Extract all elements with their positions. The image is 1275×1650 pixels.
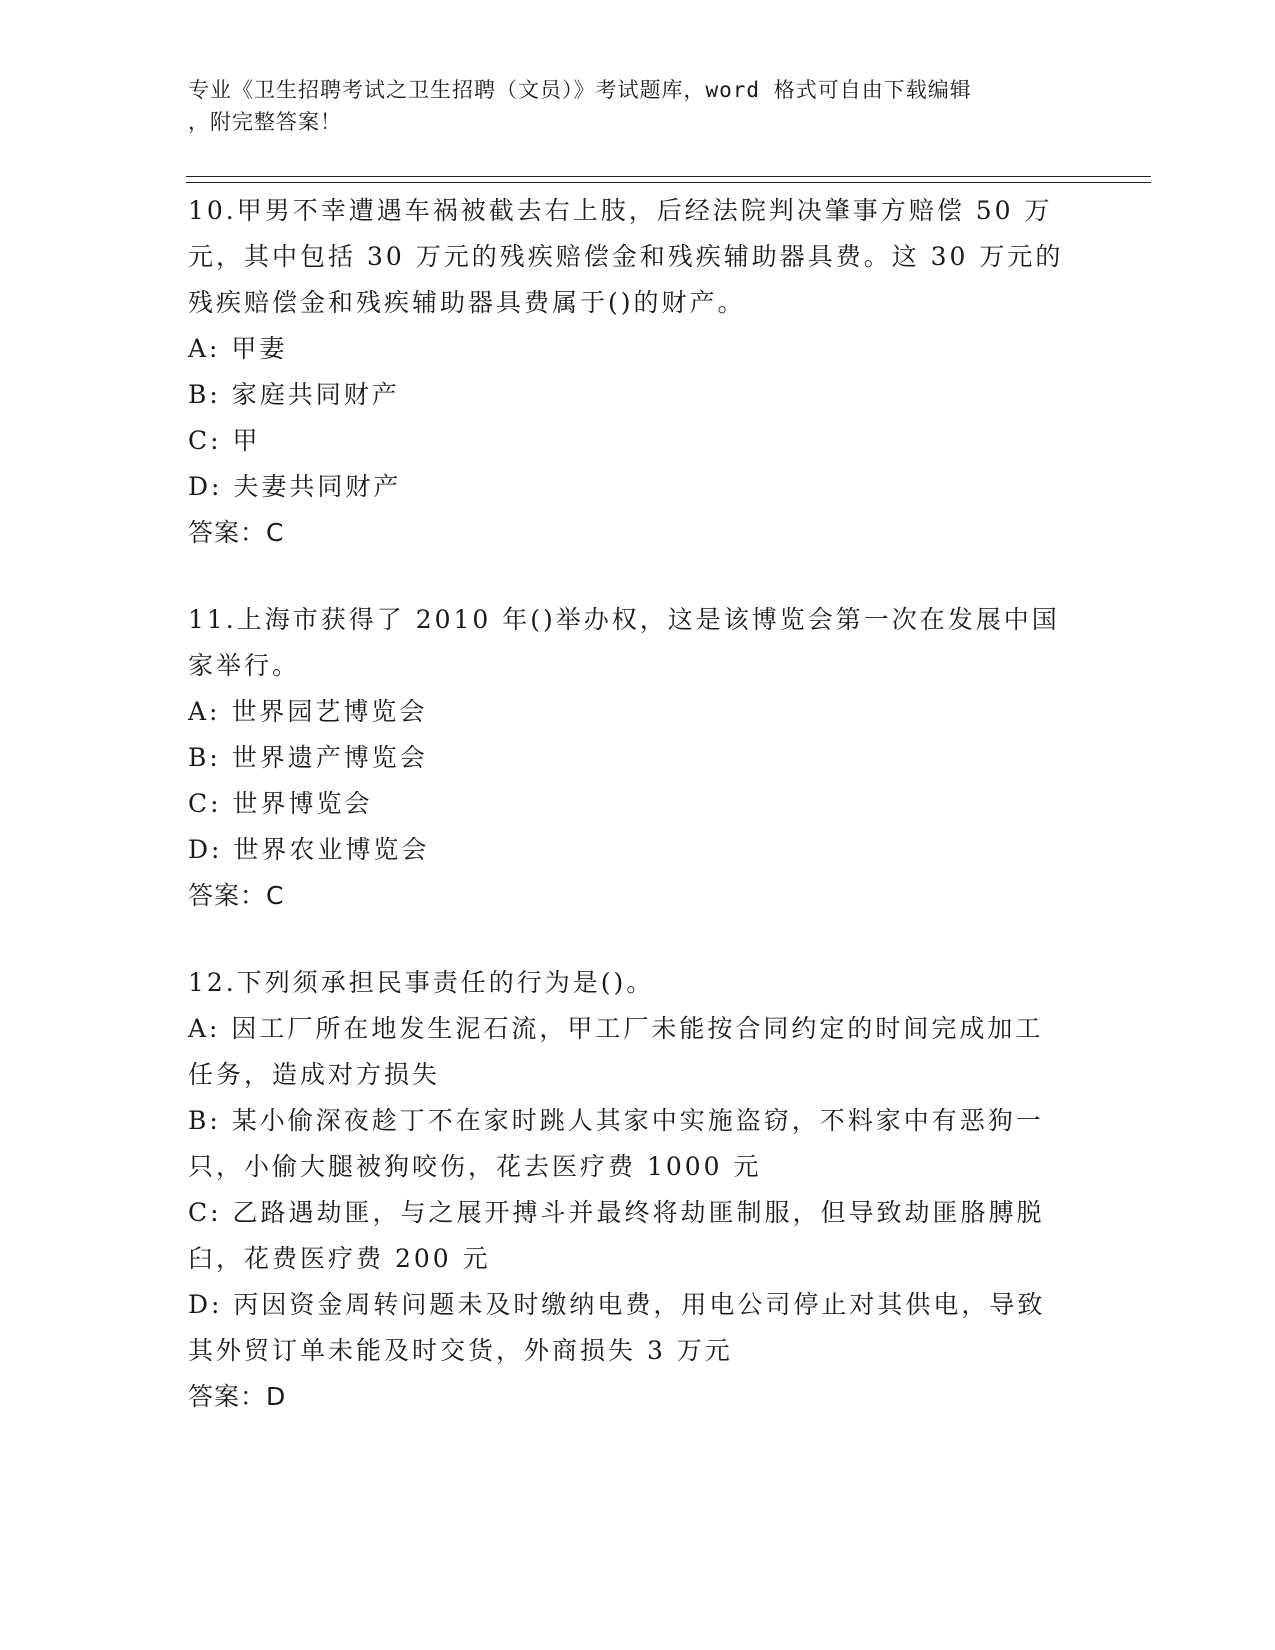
option-a-continued: 任务，造成对方损失 [188, 1060, 441, 1089]
option-a: A: 世界园艺博览会 [188, 697, 428, 726]
question-11 [188, 597, 1088, 919]
option-d: D: 丙因资金周转问题未及时缴纳电费，用电公司停止对其供电，导致 [188, 1290, 1046, 1319]
answer-label: 答案：D [188, 1382, 287, 1411]
question-stem: 元，其中包括 30 万元的残疾赔偿金和残疾辅助器具费。这 30 万元的 [188, 242, 1064, 271]
answer-label: 答案：C [188, 518, 285, 547]
option-a: A: 因工厂所在地发生泥石流，甲工厂未能按合同约定的时间完成加工 [188, 1014, 1044, 1043]
option-c-continued: 臼，花费医疗费 200 元 [188, 1244, 491, 1273]
header-divider [186, 182, 1151, 183]
question-stem: 10.甲男不幸遭遇车祸被截去右上肢，后经法院判决肇事方赔偿 50 万 [188, 196, 1053, 225]
header-line: ，附完整答案！ [188, 110, 342, 134]
option-c: C: 乙路遇劫匪，与之展开搏斗并最终将劫匪制服，但导致劫匪胳膊脱 [188, 1198, 1045, 1227]
option-d: D: 世界农业博览会 [188, 835, 430, 864]
document-header [188, 74, 1068, 138]
option-d: D: 夫妻共同财产 [188, 472, 402, 501]
option-b: B: 家庭共同财产 [188, 380, 400, 409]
option-b: B: 世界遗产博览会 [188, 743, 428, 772]
option-c: C: 甲 [188, 426, 261, 455]
question-10 [188, 188, 1088, 556]
option-d-continued: 其外贸订单未能及时交货，外商损失 3 万元 [188, 1336, 733, 1365]
question-stem: 家举行。 [188, 651, 301, 680]
answer-label: 答案：C [188, 881, 285, 910]
header-divider [186, 176, 1151, 177]
option-b-continued: 只，小偷大腿被狗咬伤，花去医疗费 1000 元 [188, 1152, 762, 1181]
question-stem: 残疾赔偿金和残疾辅助器具费属于()的财产。 [188, 288, 746, 317]
option-a: A: 甲妻 [188, 334, 288, 363]
option-c: C: 世界博览会 [188, 789, 373, 818]
option-b: B: 某小偷深夜趁丁不在家时跳人其家中实施盗窃，不料家中有恶狗一 [188, 1106, 1044, 1135]
header-line: 专业《卫生招聘考试之卫生招聘（文员）》考试题库，word 格式可自由下载编辑 [188, 78, 972, 102]
question-stem: 12.下列须承担民事责任的行为是()。 [188, 968, 655, 997]
question-12 [188, 960, 1088, 1420]
question-stem: 11.上海市获得了 2010 年()举办权，这是该博览会第一次在发展中国 [188, 605, 1060, 634]
